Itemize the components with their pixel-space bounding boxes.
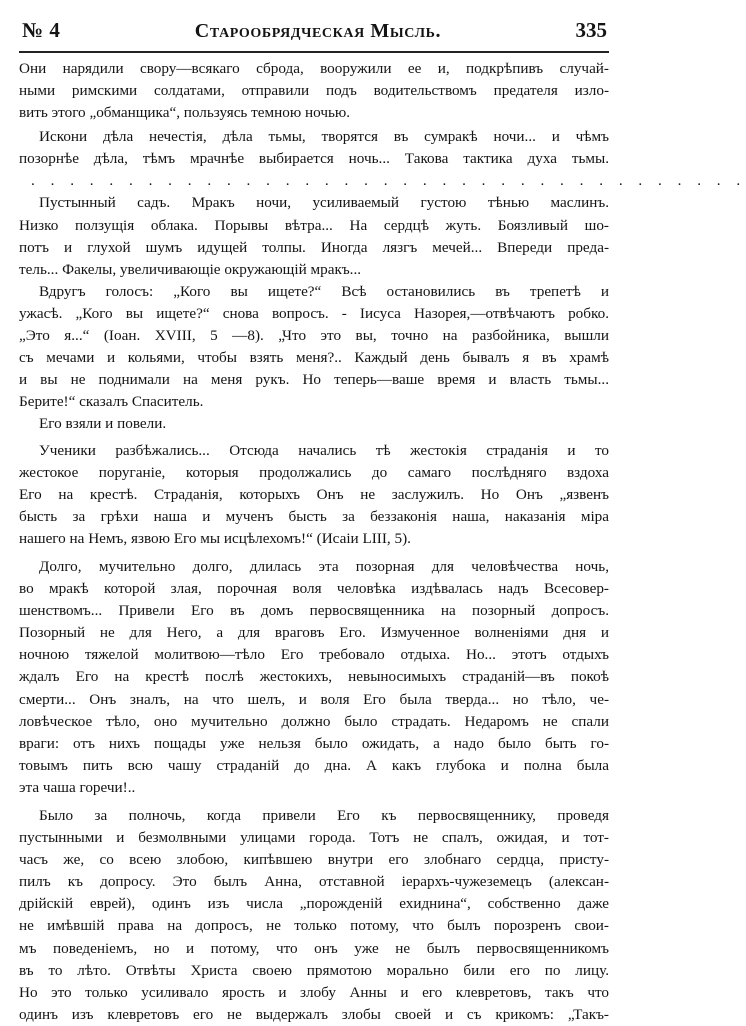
text-line: Пустынный садъ. Мракъ ночи, усиливаемый густою тѣнью маслинъ. xyxy=(39,194,609,212)
text-line: шенствомъ... Привели Его въ домъ первосвященника на позорный допросъ. xyxy=(19,602,609,620)
text-line: позорнѣе дѣла, тѣмъ мрачнѣе выбирается ночь... Такова тактика духа тьмы. xyxy=(19,150,609,168)
issue-number: № 4 xyxy=(22,18,61,42)
text-line: „Это я...“ (Іоан. XVIII, 5 —8). „Что это вы, точно на разбойника, вышли xyxy=(19,327,609,345)
text-line: жестокое поруганіе, которыя продолжались до самаго послѣдняго вздоха xyxy=(19,463,609,481)
text-line: Долго, мучительно долго, длилась эта позорная для человѣчества ночь, xyxy=(39,557,609,575)
text-line: потъ и глухой шумъ идущей толпы. Иногда лязгъ мечей... Впереди преда- xyxy=(19,238,609,256)
text-line: эта чаша горечи!.. xyxy=(19,778,136,796)
text-line: одинъ изъ клевретовъ его не выдержалъ злобы своей и съ крикомъ: „Такъ- xyxy=(19,1005,609,1023)
text-line: ночною тяжелой молитвою—тѣло Его требовало отдыха. Но... этотъ отдыхъ xyxy=(19,646,609,664)
text-line: нашего на Немъ, язвою Его мы исцѣлехомъ!“ (Исаіи LIII, 5). xyxy=(19,529,411,547)
text-line: ловѣческое тѣло, оно мучительно должно было страдать. Недаромъ не спали xyxy=(19,712,609,730)
text-line: Искони дѣла нечестія, дѣла тьмы, творятся въ сумракѣ ночи... и чѣмъ xyxy=(39,128,609,146)
text-line: пилъ къ допросу. Это былъ Анна, отставной іерархъ-чужеземецъ (алексан- xyxy=(19,873,609,891)
text-line: тель... Факелы, увеличивающіе окружающій мракъ... xyxy=(19,260,362,278)
text-line: Было за полночь, когда привели Его къ первосвященнику, проведя xyxy=(39,807,609,824)
text-line: бысть за грѣхи наша и мученъ бысть за беззаконія наша, наказанія міра xyxy=(19,507,609,525)
text-line: вить этого „обманщика“, пользуясь темною ночью. xyxy=(19,104,351,122)
text-line: Его взяли и повели. xyxy=(39,415,167,433)
text-line: ужасѣ. „Кого вы ищете?“ снова вопросъ. - Іисуса Назорея,—отвѣчаютъ робко. xyxy=(19,304,609,322)
text-line: съ мечами и кольями, чтобы взять меня?.. Каждый день бывалъ я въ храмѣ xyxy=(19,349,609,367)
text-line: часъ же, со всею злобою, кипѣвшею внутри его злобнаго сердца, присту- xyxy=(19,851,609,869)
text-line: ждалъ Его на крестѣ послѣ жестокихъ, невыносимыхъ страданій—въ покоѣ xyxy=(19,668,609,686)
text-line: враги: отъ нихъ пощады уже нельзя было ожидать, а надо было быть го- xyxy=(19,734,609,752)
text-line: ными римскими солдатами, отправили подъ водительствомъ предателя изло- xyxy=(19,82,609,100)
running-header xyxy=(22,18,607,50)
section-divider-dots: . . . . . . . . . . . . . . . . . . . . . . . . . . . . . . . . . . . . . xyxy=(31,172,746,190)
page-number: 335 xyxy=(575,18,607,42)
text-line: Ученики разбѣжались... Отсюда начались тѣ жестокія страданія и то xyxy=(39,441,609,459)
text-line: пустынными и безмолвными улицами города. Тотъ не спалъ, ожидая, и тот- xyxy=(19,829,609,847)
text-line: Низко ползущія облака. Порывы вѣтра... На сердцѣ жуть. Боязливый шо- xyxy=(19,216,609,234)
text-line: Они нарядили свору—всякаго сброда, вооружили ее и, подкрѣпивъ случай- xyxy=(19,60,609,77)
text-line: и вы не поднимали на меня рукъ. Но теперь—ваше время и власть тьмы... xyxy=(19,371,609,389)
text-line: Позорный не для Него, а для враговъ Его. Измученное волненіями дня и xyxy=(19,624,609,642)
text-line: товымъ пить всю чашу страданій до дна. А какъ глубока и полна была xyxy=(19,756,609,774)
text-line: не имѣвшій права на допросъ, не только потому, что былъ порозренъ свои- xyxy=(19,917,609,935)
text-line: Вдругъ голосъ: „Кого вы ищете?“ Всѣ остановились въ трепетѣ и xyxy=(39,282,609,300)
header-rule xyxy=(19,51,609,53)
journal-title: Старообрядческая Мысль. xyxy=(194,20,442,42)
body-text xyxy=(19,58,746,1026)
text-line: дрійскій еврей), одинъ изъ числа „порожденій ехиднина“, собственно даже xyxy=(19,895,609,913)
text-line: въ то лѣто. Отвѣты Христа своею прямотою морально били его по лицу. xyxy=(19,961,609,979)
text-line: смерти... Онъ зналъ, на что шелъ, и воля Его была тверда... но тѣло, че- xyxy=(19,690,609,708)
text-line: Его на крестѣ. Страданія, которыхъ Онъ не заслужилъ. Но Онъ „язвенъ xyxy=(19,485,609,503)
text-line: Но это только усиливало ярость и злобу Анны и его клевретовъ, такъ что xyxy=(19,983,609,1001)
text-line: мъ поведеніемъ, но и потому, что онъ уже не былъ первосвященникомъ xyxy=(19,939,609,957)
text-line: во мракѣ которой злая, порочная воля человѣка издѣвалась надъ Всесовер- xyxy=(19,580,609,598)
text-line: Берите!“ сказалъ Спаситель. xyxy=(19,393,204,411)
